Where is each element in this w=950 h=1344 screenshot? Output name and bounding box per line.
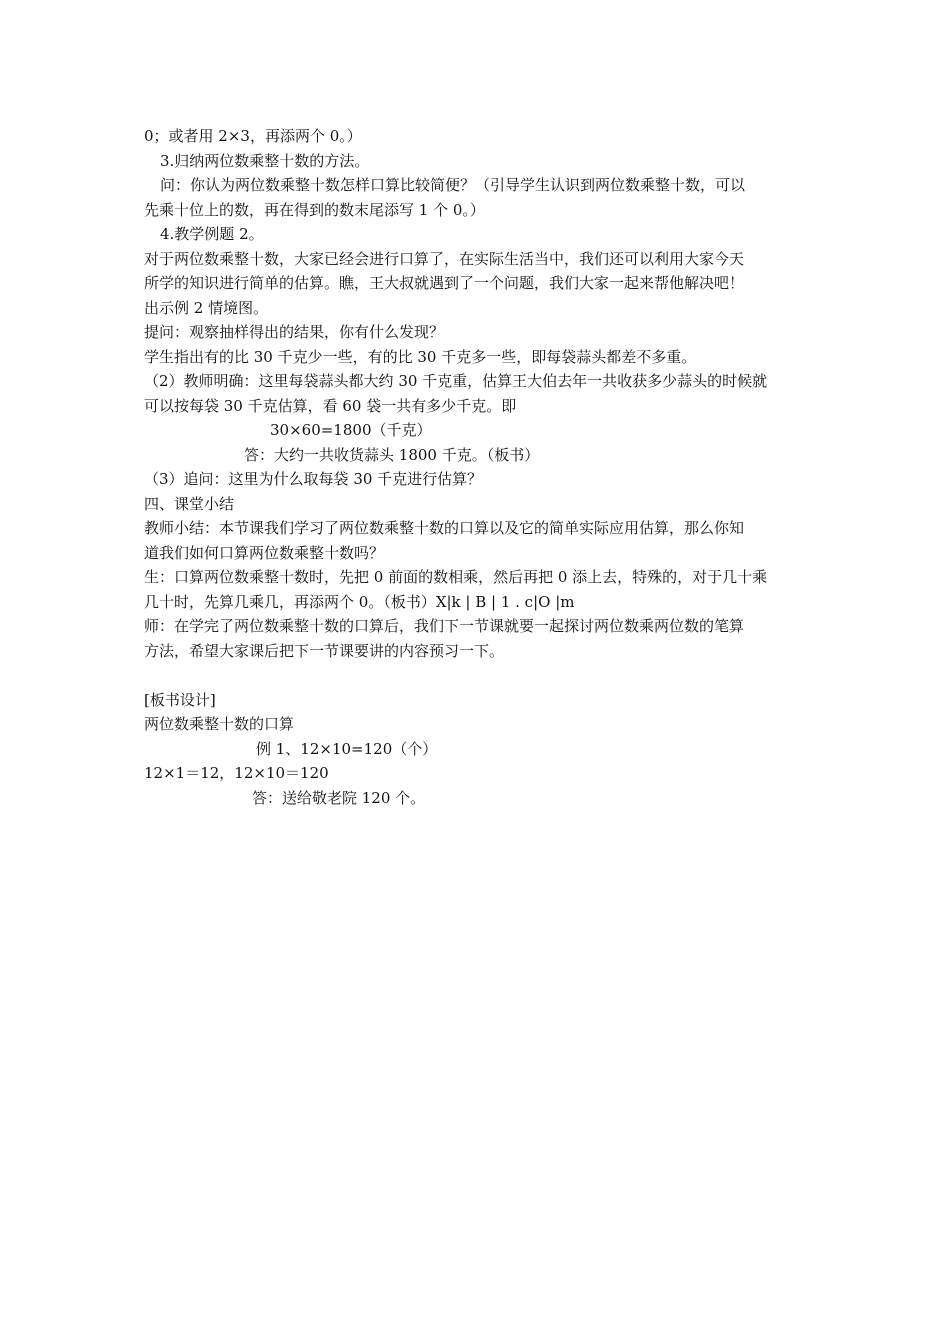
section-heading: 四、课堂小结	[144, 494, 235, 513]
equation-line: 30×60=1800（千克）	[270, 421, 432, 439]
text-line: 生：口算两位数乘整十数时，先把 0 前面的数相乘，然后再把 0 添上去，特殊的，对于几十乘	[144, 568, 768, 586]
text-line: 几十时，先算几乘几，再添两个 0。（板书）X|k | B | 1 . c|O |m	[144, 592, 575, 611]
text-line: 4.教学例题 2。	[160, 225, 264, 243]
text-line: 问：你认为两位数乘整十数怎样口算比较简便？（引导学生认识到两位数乘整十数，可以	[160, 176, 746, 194]
text-line: 学生指出有的比 30 千克少一些，有的比 30 千克多一些，即每袋蒜头都差不多重。	[144, 347, 697, 366]
board-design-answer: 答：送给敬老院 120 个。	[252, 788, 426, 807]
text-line: 师：在学完了两位数乘整十数的口算后，我们下一节课就要一起探讨两位数乘两位数的笔算	[144, 617, 745, 635]
board-design-example: 例 1、12×10=120（个）	[256, 739, 438, 758]
text-line: （3）追问：这里为什么取每袋 30 千克进行估算？	[144, 470, 483, 488]
text-line: 出示例 2 情境图。	[144, 298, 269, 317]
text-line: 0；或者用 2×3，再添两个 0。）	[144, 127, 362, 145]
text-line: 教师小结：本节课我们学习了两位数乘整十数的口算以及它的简单实际应用估算，那么你知	[144, 519, 745, 537]
answer-line: 答：大约一共收货蒜头 1800 千克。（板书）	[244, 445, 540, 464]
blank-line	[144, 663, 814, 688]
text-line: 方法，希望大家课后把下一节课要讲的内容预习一下。	[144, 641, 505, 660]
board-design-steps: 12×1＝12，12×10＝120	[144, 764, 329, 782]
board-design-heading: [板书设计]	[144, 690, 216, 709]
text-line: 先乘十位上的数，再在得到的数末尾添写 1 个 0。）	[144, 200, 485, 219]
text-line: 道我们如何口算两位数乘整十数吗？	[144, 543, 385, 562]
text-line: 对于两位数乘整十数，大家已经会进行口算了，在实际生活当中，我们还可以利用大家今天	[144, 249, 745, 268]
text-line: 3.归纳两位数乘整十数的方法。	[160, 151, 370, 170]
text-line: 可以按每袋 30 千克估算，看 60 袋一共有多少千克。即	[144, 396, 517, 415]
document-body	[144, 124, 814, 810]
board-design-title: 两位数乘整十数的口算	[144, 715, 295, 733]
text-line: 提问：观察抽样得出的结果，你有什么发现？	[144, 323, 445, 341]
text-line: （2）教师明确：这里每袋蒜头都大约 30 千克重，估算王大伯去年一共收获多少蒜头的时候就	[144, 372, 768, 390]
text-line: 所学的知识进行简单的估算。瞧，王大叔就遇到了一个问题，我们大家一起来帮他解决吧！	[144, 274, 745, 292]
